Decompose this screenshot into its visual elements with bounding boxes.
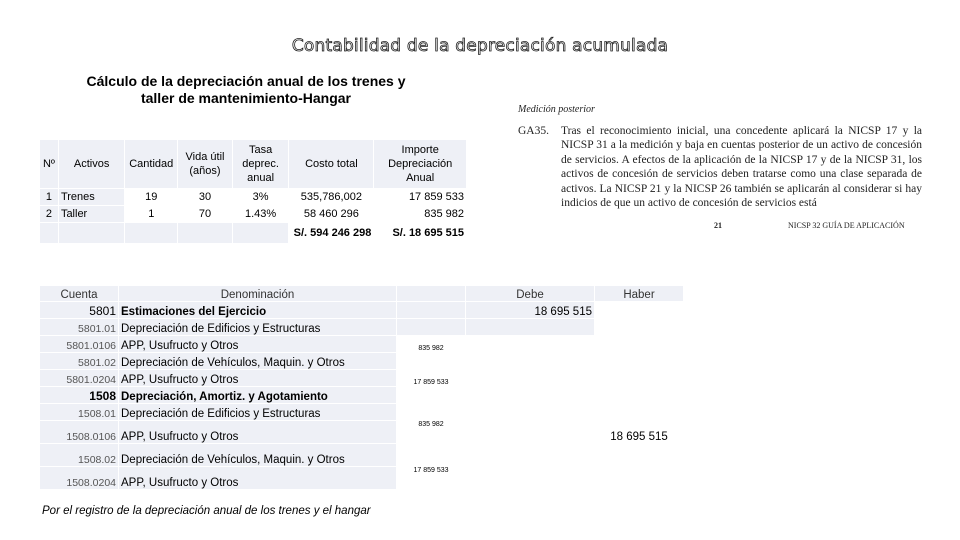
partial-amount xyxy=(397,444,466,467)
cell-vida: 70 xyxy=(178,206,233,223)
cell-cantidad: 1 xyxy=(125,206,178,223)
calculation-title-line1: Cálculo de la depreciación anual de los trenes y xyxy=(86,73,406,89)
calculation-title xyxy=(66,73,426,107)
guide-paragraph-number: GA35. xyxy=(518,124,549,137)
journal-row xyxy=(40,302,684,319)
debe-amount xyxy=(466,336,595,353)
total-cost: S/. 594 246 298 xyxy=(289,223,374,244)
guide-footer-text: NICSP 32 GUÍA DE APLICACIÓN xyxy=(788,220,905,230)
cell-no: 2 xyxy=(40,206,59,223)
partial-amount: 835 982 xyxy=(397,421,466,444)
journal-row xyxy=(40,353,684,370)
guide-excerpt xyxy=(518,103,922,233)
debe-amount xyxy=(466,370,595,387)
account-code: 1508.01 xyxy=(40,404,119,421)
haber-amount xyxy=(595,387,684,404)
journal-row xyxy=(40,370,684,387)
account-code: 1508 xyxy=(40,387,119,404)
debe-amount xyxy=(466,421,595,444)
account-name: Depreciación de Edificios y Estructuras xyxy=(119,319,397,336)
header-tasa: Tasa deprec. anual xyxy=(232,140,289,189)
table-row xyxy=(40,189,467,206)
cell-activo: Taller xyxy=(58,206,124,223)
account-code: 1508.0204 xyxy=(40,467,119,490)
haber-amount xyxy=(595,370,684,387)
partial-amount: 17 859 533 xyxy=(397,370,466,387)
debe-amount xyxy=(466,387,595,404)
haber-amount xyxy=(595,467,684,490)
header-cantidad: Cantidad xyxy=(125,140,178,189)
haber-amount: 18 695 515 xyxy=(595,421,684,444)
total-depreciation: S/. 18 695 515 xyxy=(374,223,467,244)
account-code: 5801.01 xyxy=(40,319,119,336)
partial-amount xyxy=(397,353,466,370)
cell-costo: 535,786,002 xyxy=(289,189,374,206)
cell-importe: 17 859 533 xyxy=(374,189,467,206)
account-name: APP, Usufructo y Otros xyxy=(119,336,397,353)
calculation-title-line2: taller de mantenimiento-Hangar xyxy=(140,90,352,106)
header-debe: Debe xyxy=(466,286,595,302)
account-code: 5801.02 xyxy=(40,353,119,370)
account-name: Depreciación de Vehículos, Maquin. y Otros xyxy=(119,444,397,467)
account-code: 5801.0106 xyxy=(40,336,119,353)
header-activos: Activos xyxy=(58,140,124,189)
blank-cell xyxy=(178,223,233,244)
cell-cantidad: 19 xyxy=(125,189,178,206)
account-name: Depreciación de Vehículos, Maquin. y Otros xyxy=(119,353,397,370)
journal-row xyxy=(40,336,684,353)
partial-amount xyxy=(397,404,466,421)
account-name: Depreciación de Edificios y Estructuras xyxy=(119,404,397,421)
cell-tasa: 1.43% xyxy=(232,206,289,223)
journal-row xyxy=(40,444,684,467)
journal-entry-table xyxy=(39,285,684,490)
blank-cell xyxy=(58,223,124,244)
debe-amount xyxy=(466,444,595,467)
partial-amount: 17 859 533 xyxy=(397,467,466,490)
blank-cell xyxy=(397,286,466,302)
haber-amount xyxy=(595,302,684,319)
header-importe: Importe Depreciación Anual xyxy=(374,140,467,189)
blank-cell xyxy=(232,223,289,244)
entry-description: Por el registro de la depreciación anual de los trenes y el hangar xyxy=(42,505,371,517)
haber-amount xyxy=(595,353,684,370)
guide-paragraph xyxy=(518,124,922,211)
haber-amount xyxy=(595,404,684,421)
cell-tasa: 3% xyxy=(232,189,289,206)
guide-heading: Medición posterior xyxy=(518,104,595,115)
debe-amount xyxy=(466,319,595,336)
cell-costo: 58 460 296 xyxy=(289,206,374,223)
account-code: 5801.0204 xyxy=(40,370,119,387)
account-name: APP, Usufructo y Otros xyxy=(119,370,397,387)
account-name: APP, Usufructo y Otros xyxy=(119,421,397,444)
header-haber: Haber xyxy=(595,286,684,302)
guide-paragraph-text: Tras el reconocimiento inicial, una concedente aplicará la NICSP 17 y la NICSP 31 a la medición y baja en cuentas posterior de un activo de concesión de servicios. A efectos de la aplicación de la NICSP 17 y de la NICSP 31, los activos de concesión de servicios deben tratarse como una clase separada de activos. La NICSP 21 y la NICSP 26 también se aplicarán al considerar si hay indicios de que un activo de concesión de servicios está xyxy=(561,124,922,209)
header-vida-util: Vida útil (años) xyxy=(178,140,233,189)
account-code: 1508.0106 xyxy=(40,421,119,444)
account-name: APP, Usufructo y Otros xyxy=(119,467,397,490)
table-total-row xyxy=(40,223,467,244)
blank-cell xyxy=(125,223,178,244)
page-title: Contabilidad de la depreciación acumulada xyxy=(291,36,669,56)
table-row xyxy=(40,206,467,223)
journal-header xyxy=(40,286,684,302)
partial-amount: 835 982 xyxy=(397,336,466,353)
haber-amount xyxy=(595,444,684,467)
cell-importe: 835 982 xyxy=(374,206,467,223)
haber-amount xyxy=(595,336,684,353)
cell-no: 1 xyxy=(40,189,59,206)
debe-amount xyxy=(466,353,595,370)
account-code: 5801 xyxy=(40,302,119,319)
journal-row xyxy=(40,421,684,444)
blank-cell xyxy=(40,223,59,244)
cell-activo: Trenes xyxy=(58,189,124,206)
header-no: Nº xyxy=(40,140,59,189)
account-name: Depreciación, Amortiz. y Agotamiento xyxy=(119,387,397,404)
debe-amount: 18 695 515 xyxy=(466,302,595,319)
journal-row xyxy=(40,404,684,421)
header-denominacion: Denominación xyxy=(119,286,397,302)
partial-amount xyxy=(397,302,466,319)
header-costo-total: Costo total xyxy=(289,140,374,189)
account-code: 1508.02 xyxy=(40,444,119,467)
partial-amount xyxy=(397,319,466,336)
depreciation-table-header xyxy=(40,140,467,189)
depreciation-table xyxy=(39,139,467,244)
haber-amount xyxy=(595,319,684,336)
journal-row xyxy=(40,467,684,490)
debe-amount xyxy=(466,467,595,490)
header-cuenta: Cuenta xyxy=(40,286,119,302)
account-name: Estimaciones del Ejercicio xyxy=(119,302,397,319)
cell-vida: 30 xyxy=(178,189,233,206)
journal-row xyxy=(40,387,684,404)
partial-amount xyxy=(397,387,466,404)
guide-page-number: 21 xyxy=(714,220,722,230)
debe-amount xyxy=(466,404,595,421)
guide-footer xyxy=(518,219,922,234)
journal-row xyxy=(40,319,684,336)
